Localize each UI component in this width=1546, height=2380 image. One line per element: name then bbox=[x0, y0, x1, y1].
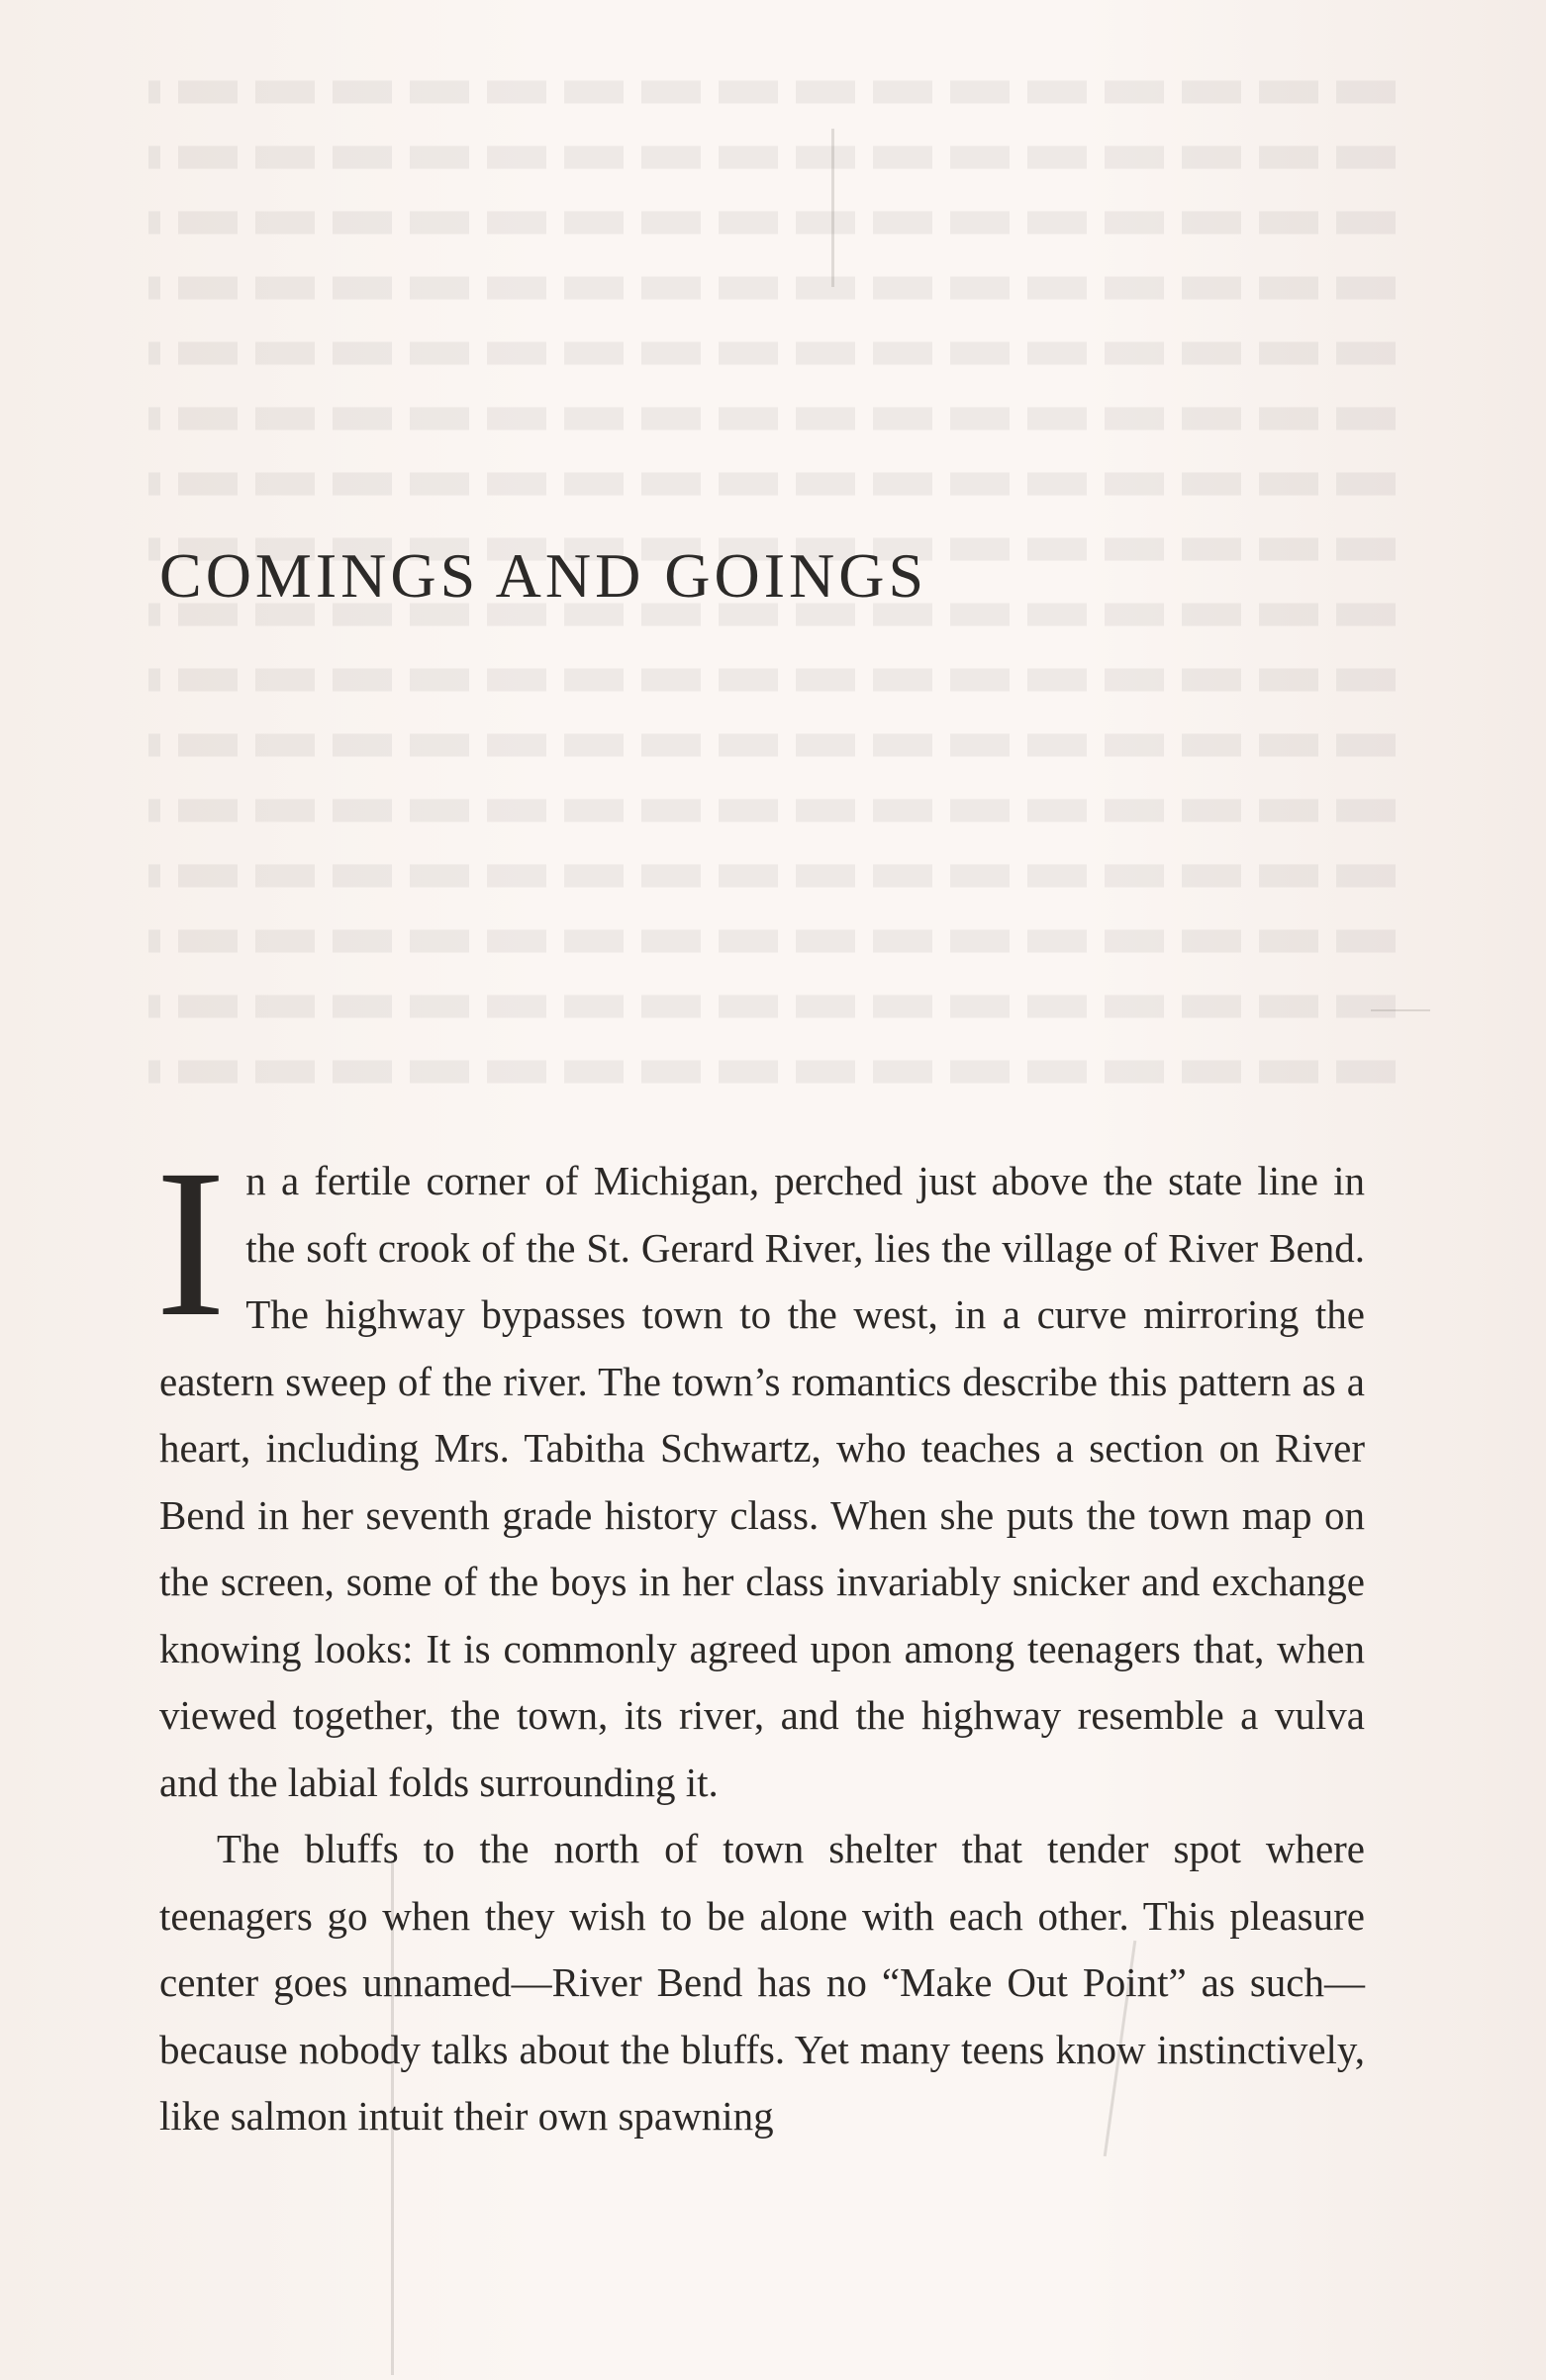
drop-cap: I bbox=[155, 1126, 227, 1361]
scan-mark bbox=[831, 129, 834, 287]
paragraph-2: The bluffs to the north of town shelter that tender spot where teenagers go when they wish to be alone with each other. This pleasure center goes unnamed—River Bend has no “Make Out Point” as such—because nobody talks about the bluffs. Yet many teens know instinctively, like salmon intuit their own spawning bbox=[159, 1826, 1365, 2139]
chapter-title: COMINGS AND GOINGS bbox=[159, 540, 928, 611]
scan-mark bbox=[1371, 1009, 1430, 1011]
body-text bbox=[155, 1126, 1365, 2150]
paragraph-1 bbox=[155, 1126, 1365, 1816]
paragraph-1-text: n a fertile corner of Michigan, perched just above the state line in the soft crook of the St. Gerard River, lies the village of River Bend. The highway bypasses town to the west, in a curve mirroring the eastern sweep of the river. The town’s romantics describe this pattern as a heart, including Mrs. Tabitha Schwartz, who teaches a section on River Bend in her seventh grade history class. When she puts the town map on the screen, some of the boys in her class invariably snicker and exchange knowing looks: It is commonly agreed upon among teenagers that, when viewed together, the town, its river, and the highway resemble a vulva and the labial folds surrounding it. bbox=[159, 1158, 1365, 1805]
